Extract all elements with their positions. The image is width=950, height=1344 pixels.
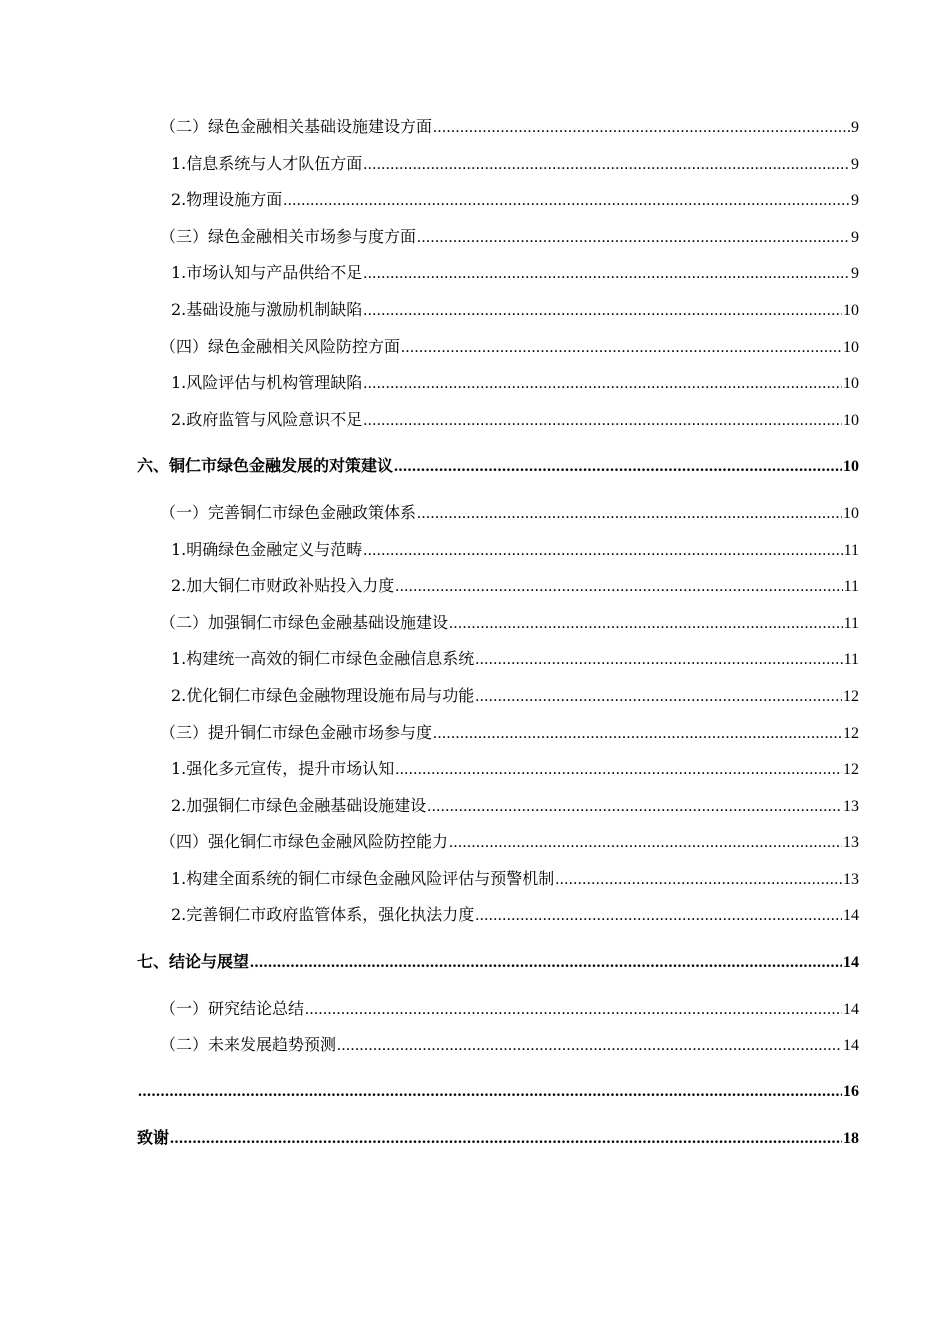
toc-entry-title: 致谢 xyxy=(137,1128,170,1148)
toc-page-number: 14 xyxy=(843,954,859,972)
toc-leader-dots xyxy=(395,569,842,606)
toc-entry-title: 1.强化多元宣传，提升市场认知 xyxy=(171,759,395,779)
toc-entry[interactable] xyxy=(171,861,859,898)
toc-entry[interactable] xyxy=(160,329,859,366)
toc-page-number: 11 xyxy=(843,614,859,632)
toc-page-number: 10 xyxy=(843,301,859,319)
toc-page-number: 14 xyxy=(843,1037,859,1055)
toc-entry-title: （一）研究结论总结 xyxy=(160,998,305,1018)
toc-entry[interactable] xyxy=(160,605,859,642)
toc-entry[interactable] xyxy=(171,751,859,788)
toc-entry[interactable] xyxy=(160,219,859,256)
toc-page-number: 10 xyxy=(843,411,859,429)
toc-leader-dots xyxy=(475,679,842,716)
toc-entry-title: （一）完善铜仁市绿色金融政策体系 xyxy=(160,502,417,522)
toc-leader-dots xyxy=(427,789,842,826)
toc-page-number: 12 xyxy=(843,724,859,742)
toc-leader-dots xyxy=(555,862,842,899)
toc-entry[interactable] xyxy=(160,109,859,146)
toc-leader-dots xyxy=(475,898,842,935)
toc-leader-dots xyxy=(363,366,842,403)
toc-entry-title: 1.构建统一高效的铜仁市绿色金融信息系统 xyxy=(171,649,475,669)
toc-entry-title: 1.构建全面系统的铜仁市绿色金融风险评估与预警机制 xyxy=(171,868,555,888)
toc-leader-dots xyxy=(363,403,842,440)
toc-entry-title: （二）绿色金融相关基础设施建设方面 xyxy=(160,117,433,136)
toc-entry[interactable] xyxy=(160,991,859,1028)
toc-entry-title: 2.物理设施方面 xyxy=(171,190,283,210)
toc-entry-title: （二）加强铜仁市绿色金融基础设施建设 xyxy=(160,612,449,632)
toc-page-number: 9 xyxy=(851,228,859,246)
toc-entry[interactable] xyxy=(171,641,859,678)
toc-leader-dots xyxy=(433,110,850,147)
toc-entry[interactable] xyxy=(171,678,859,715)
toc-page-number: 12 xyxy=(843,761,859,779)
toc-page-number: 18 xyxy=(843,1130,859,1148)
toc-leader-dots xyxy=(250,945,842,982)
toc-entry[interactable] xyxy=(160,495,859,532)
toc-leader-dots xyxy=(363,293,842,330)
toc-leader-dots xyxy=(449,606,843,643)
toc-entry-title: （三）绿色金融相关市场参与度方面 xyxy=(160,226,417,246)
toc-leader-dots xyxy=(449,825,842,862)
toc-leader-dots xyxy=(395,752,842,789)
toc-leader-dots xyxy=(283,183,850,220)
toc-page-number: 13 xyxy=(843,834,859,852)
toc-entry[interactable] xyxy=(171,402,859,439)
toc-page-number: 10 xyxy=(843,458,859,476)
toc-entry-title: 2.加大铜仁市财政补贴投入力度 xyxy=(171,576,395,596)
toc-entry[interactable] xyxy=(171,292,859,329)
toc-entry[interactable] xyxy=(171,146,859,183)
toc-entry-title: 1.信息系统与人才队伍方面 xyxy=(171,153,363,173)
toc-page-number: 9 xyxy=(851,155,859,173)
toc-entry-title: 1.风险评估与机构管理缺陷 xyxy=(171,373,363,393)
toc-entry-title: 2.基础设施与激励机制缺陷 xyxy=(171,299,363,319)
toc-entry-title: 2.加强铜仁市绿色金融基础设施建设 xyxy=(171,795,427,815)
toc-entry-title: （三）提升铜仁市绿色金融市场参与度 xyxy=(160,722,433,742)
toc-page-number: 11 xyxy=(843,541,859,559)
toc-page-number: 16 xyxy=(843,1082,859,1100)
toc-page-number: 13 xyxy=(843,797,859,815)
toc-entry-title: 2.政府监管与风险意识不足 xyxy=(171,409,363,429)
toc-page-number: 12 xyxy=(843,687,859,705)
toc-entry-title: （四）绿色金融相关风险防控方面 xyxy=(160,336,401,356)
toc-page-number: 10 xyxy=(843,338,859,356)
toc-page-number: 14 xyxy=(843,1000,859,1018)
toc-entry[interactable] xyxy=(160,1027,859,1064)
toc-entry-title: 六、铜仁市绿色金融发展的对策建议 xyxy=(137,456,394,476)
toc-leader-dots xyxy=(305,992,842,1029)
toc-entry[interactable] xyxy=(171,182,859,219)
toc-chapter-entry[interactable] xyxy=(137,944,859,981)
toc-page-number: 10 xyxy=(843,504,859,522)
toc-leader-dots xyxy=(475,642,842,679)
toc-references-entry[interactable] xyxy=(137,1074,859,1111)
toc-leader-dots xyxy=(138,1074,842,1111)
toc-page-number: 9 xyxy=(851,119,859,136)
toc-leader-dots xyxy=(433,716,842,753)
toc-entry[interactable] xyxy=(171,365,859,402)
toc-entry-title: （二）未来发展趋势预测 xyxy=(160,1035,337,1055)
toc-entry[interactable] xyxy=(160,824,859,861)
toc-page-number: 11 xyxy=(843,578,859,596)
toc-leader-dots xyxy=(337,1028,842,1065)
toc-entry[interactable] xyxy=(171,897,859,934)
toc-page-number: 11 xyxy=(843,651,859,669)
toc-entry-title: 1.市场认知与产品供给不足 xyxy=(171,263,363,283)
toc-page-number: 13 xyxy=(843,870,859,888)
toc-acknowledgements-entry[interactable] xyxy=(137,1120,859,1157)
toc-leader-dots xyxy=(417,220,850,257)
toc-entry-title: 2.完善铜仁市政府监管体系，强化执法力度 xyxy=(171,905,475,925)
toc-entry[interactable] xyxy=(160,715,859,752)
toc-entry[interactable] xyxy=(171,788,859,825)
toc-page-number: 10 xyxy=(843,375,859,393)
toc-page-number: 9 xyxy=(851,192,859,210)
toc-entry[interactable] xyxy=(171,568,859,605)
table-of-contents xyxy=(0,109,950,1157)
toc-entry-title: 1.明确绿色金融定义与范畴 xyxy=(171,539,363,559)
toc-leader-dots xyxy=(363,256,850,293)
toc-leader-dots xyxy=(170,1121,842,1158)
toc-entry[interactable] xyxy=(171,255,859,292)
toc-chapter-entry[interactable] xyxy=(137,448,859,485)
toc-leader-dots xyxy=(363,147,850,184)
toc-leader-dots xyxy=(417,496,842,533)
toc-page-number: 9 xyxy=(851,265,859,283)
toc-entry[interactable] xyxy=(171,532,859,569)
toc-entry-title: （四）强化铜仁市绿色金融风险防控能力 xyxy=(160,832,449,852)
toc-leader-dots xyxy=(394,449,842,486)
toc-leader-dots xyxy=(401,330,842,367)
toc-entry-title: 七、结论与展望 xyxy=(137,952,250,972)
toc-entry-title: 2.优化铜仁市绿色金融物理设施布局与功能 xyxy=(171,685,475,705)
toc-leader-dots xyxy=(363,533,842,570)
toc-page-number: 14 xyxy=(843,907,859,925)
